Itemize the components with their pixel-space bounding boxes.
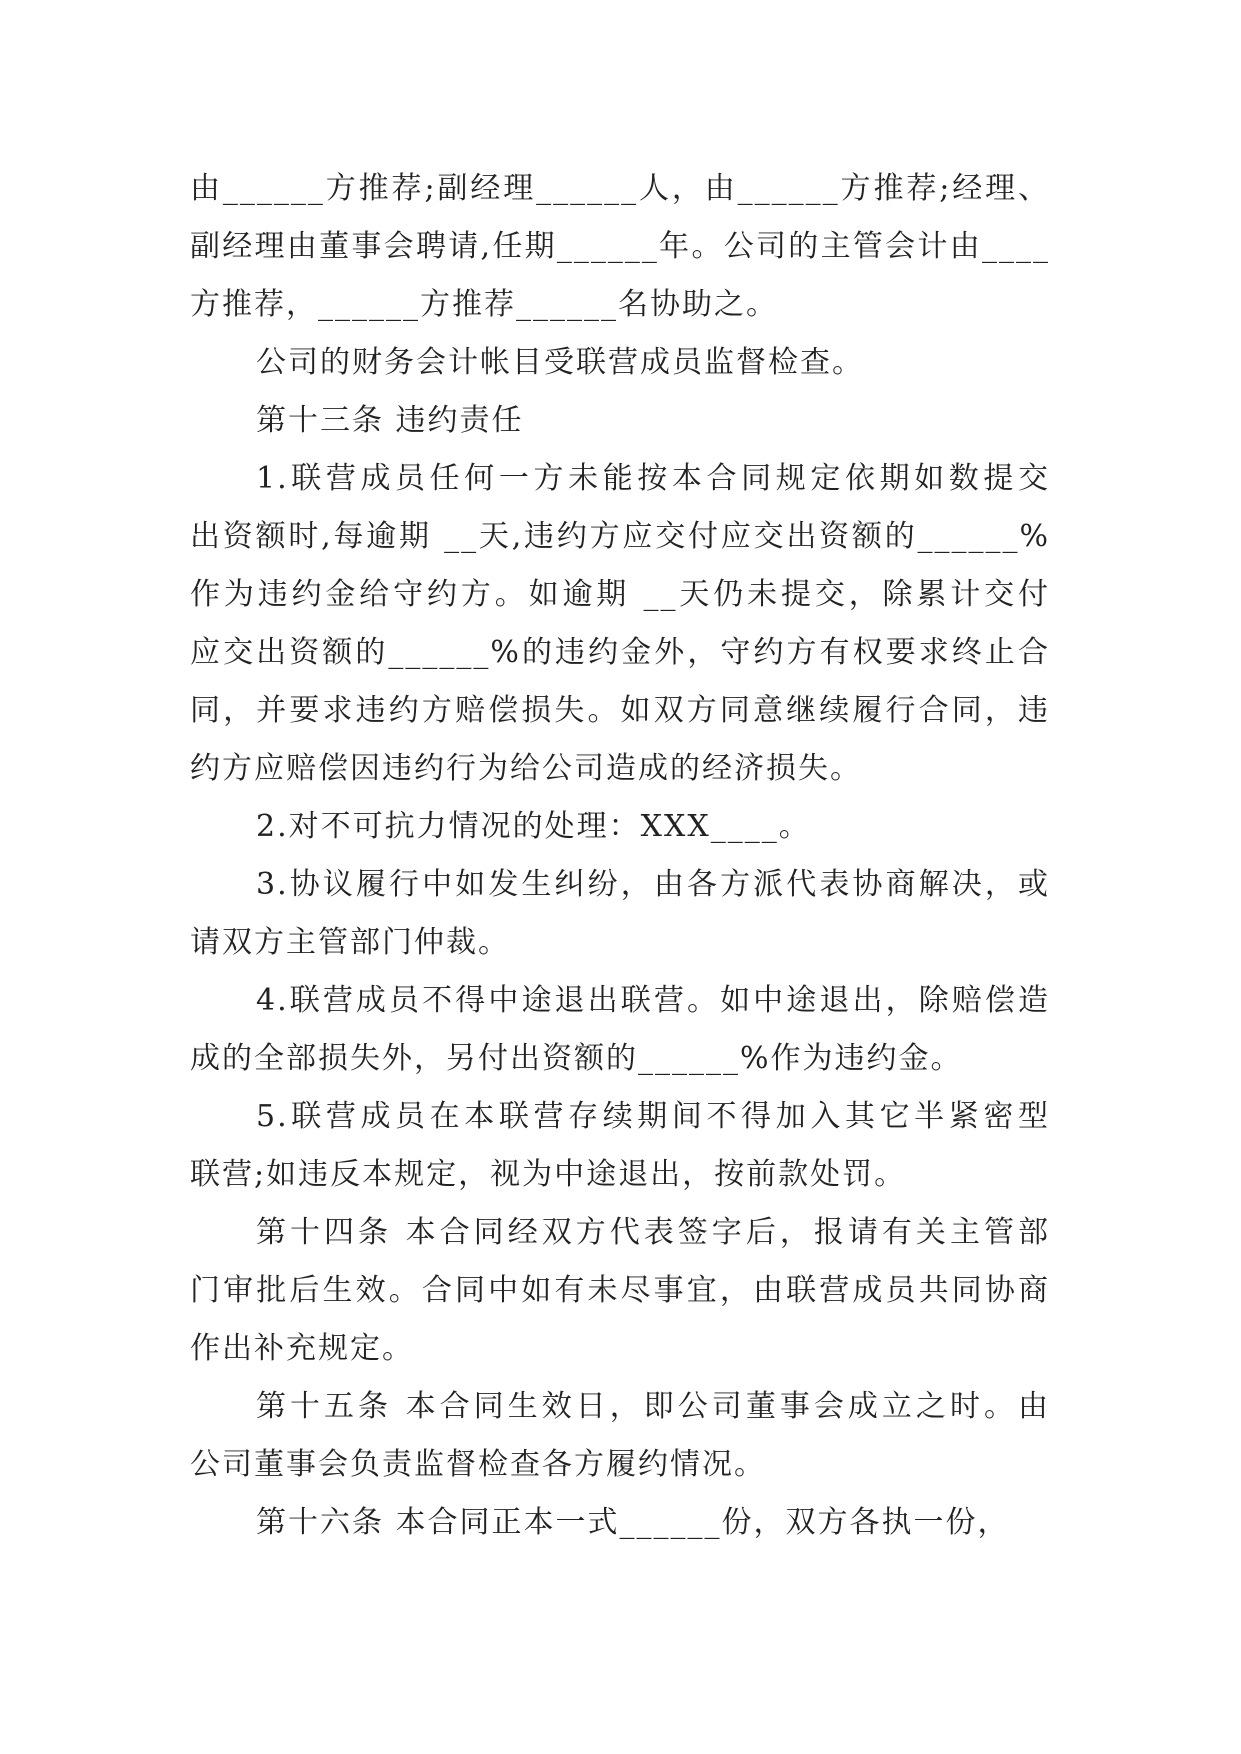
section-heading: 第十四条 本合同经双方代表签字后，报请有关主管部 xyxy=(256,1215,1050,1250)
text-line: 4.联营成员不得中途退出联营。如中途退出，除赔偿造 xyxy=(256,983,1050,1018)
text-line: 应交出资额的______%的违约金外，守约方有权要求终止合 xyxy=(190,635,1050,670)
section-heading: 第十五条 本合同生效日，即公司董事会成立之时。由 xyxy=(256,1389,1050,1424)
text-line: 方推荐，______方推荐______名协助之。 xyxy=(190,287,778,322)
text-line: 出资额时,每逾期 __天,违约方应交付应交出资额的______% xyxy=(190,519,1050,554)
text-line: 作出补充规定。 xyxy=(190,1331,414,1366)
text-line: 由______方推荐;副经理______人，由______方推荐;经理、 xyxy=(190,171,1050,206)
text-line: 3.协议履行中如发生纠纷，由各方派代表协商解决，或 xyxy=(256,867,1050,902)
text-line: 2.对不可抗力情况的处理：XXX____。 xyxy=(256,809,811,844)
text-line: 公司的财务会计帐目受联营成员监督检查。 xyxy=(256,345,864,380)
text-line: 请双方主管部门仲裁。 xyxy=(190,925,510,960)
text-line: 门审批后生效。合同中如有未尽事宜，由联营成员共同协商 xyxy=(190,1273,1050,1308)
text-line: 副经理由董事会聘请,任期______年。公司的主管会计由____ xyxy=(190,229,1050,264)
section-heading: 第十六条 本合同正本一式______份，双方各执一份， xyxy=(256,1505,1010,1540)
text-line: 作为违约金给守约方。如逾期 __天仍未提交，除累计交付 xyxy=(190,577,1050,612)
text-line: 成的全部损失外，另付出资额的______%作为违约金。 xyxy=(190,1041,963,1076)
text-line: 联营;如违反本规定，视为中途退出，按前款处罚。 xyxy=(190,1157,907,1192)
document-body xyxy=(190,160,1050,1552)
text-line: 公司董事会负责监督检查各方履约情况。 xyxy=(190,1447,766,1482)
text-line: 约方应赔偿因违约行为给公司造成的经济损失。 xyxy=(190,751,862,786)
text-line: 5.联营成员在本联营存续期间不得加入其它半紧密型 xyxy=(256,1099,1050,1134)
text-line: 1.联营成员任何一方未能按本合同规定依期如数提交 xyxy=(256,461,1050,496)
section-heading: 第十三条 违约责任 xyxy=(256,403,524,438)
text-line: 同，并要求违约方赔偿损失。如双方同意继续履行合同，违 xyxy=(190,693,1050,728)
